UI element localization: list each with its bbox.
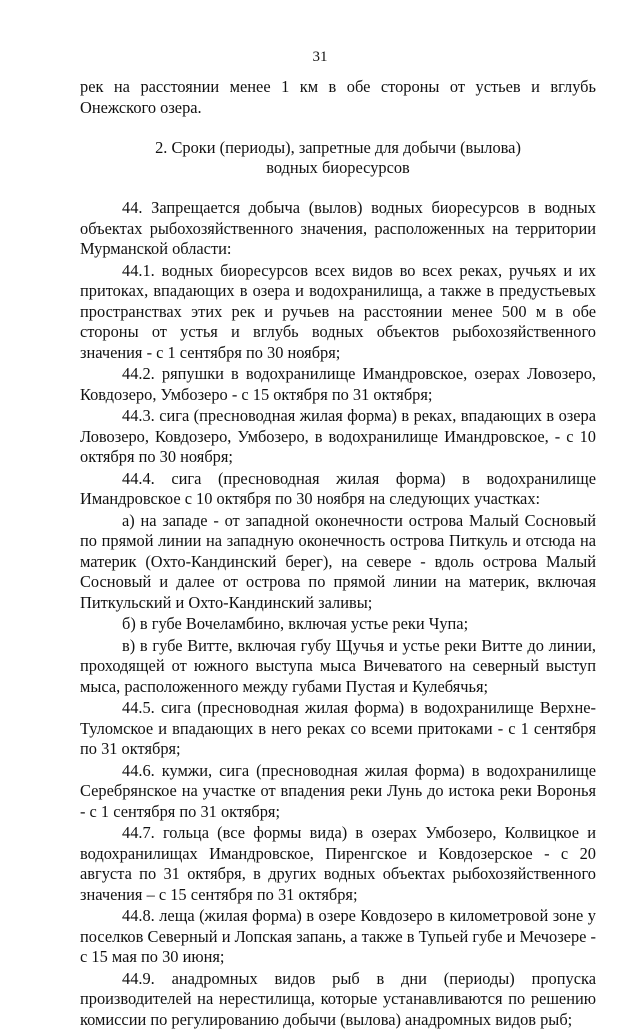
paragraph-44-4-a: а) на западе - от западной оконечности острова Малый Сосновый по прямой линии на западную оконечность острова Питкуль и отсюда на материк (Охто-Кандинский берег), на севере - вдоль острова Малый Сосновый и далее от острова по прямой линии на материк, включая Питкульский и Охто-Кандинский заливы; bbox=[80, 510, 596, 612]
paragraph-44-1: 44.1. водных биоресурсов всех видов во всех реках, ручьях и их притоках, впадающих в озера и водохранилища, а также в предустьевых пространствах этих рек и ручьев на расстоянии менее 500 м в обе стороны от устья и вглубь водных объектов рыбохозяйственного значения - с 1 сентября по 30 ноября; bbox=[80, 260, 596, 362]
section-heading bbox=[80, 138, 596, 178]
paragraph-44-8: 44.8. леща (жилая форма) в озере Ковдозеро в километровой зоне у поселков Северный и Лопская запань, а также в Тупьей губе и Мечозере - с 15 мая по 30 июня; bbox=[80, 906, 596, 966]
paragraph-44-4-b: б) в губе Вочеламбино, включая устье реки Чупа; bbox=[122, 614, 469, 633]
section-heading-line-1: 2. Сроки (периоды), запретные для добычи (вылова) bbox=[155, 138, 521, 157]
paragraph-44-2: 44.2. ряпушки в водохранилище Имандровское, озерах Ловозеро, Ковдозеро, Умбозеро - с 15 октября по 31 октября; bbox=[80, 364, 596, 404]
paragraph-44-4: 44.4. сига (пресноводная жилая форма) в водохранилище Имандровское с 10 октября по 30 ноября на следующих участках: bbox=[80, 468, 596, 508]
intro-paragraph: рек на расстоянии менее 1 км в обе стороны от устьев и вглубь Онежского озера. bbox=[80, 77, 596, 117]
document-body bbox=[80, 77, 596, 1031]
paragraph-44-4-v: в) в губе Витте, включая губу Щучья и устье реки Витте до линии, проходящей от южного выступа мыса Вичеватого на северный выступ мыса, расположенного между губами Пустая и Кулебячья; bbox=[80, 635, 596, 696]
paragraph-44-3: 44.3. сига (пресноводная жилая форма) в реках, впадающих в озера Ловозеро, Ковдозеро, Умбозеро, в водохранилище Имандровское, - с 10 октября по 30 ноября; bbox=[80, 406, 596, 466]
paragraph-44-6: 44.6. кумжи, сига (пресноводная жилая форма) в водохранилище Серебрянское на участке от впадения реки Лунь до истока реки Воронья - с 1 сентября по 31 октября; bbox=[80, 760, 596, 821]
section-heading-line-2: водных биоресурсов bbox=[266, 158, 410, 177]
paragraph-44: 44. Запрещается добыча (вылов) водных биоресурсов в водных объектах рыбохозяйственного значения, расположенных на территории Мурманской области: bbox=[80, 198, 596, 258]
paragraph-44-5: 44.5. сига (пресноводная жилая форма) в водохранилище Верхне-Туломское и впадающих в него реках со всеми притоками - с 1 сентября по 31 октября; bbox=[80, 698, 596, 758]
paragraph-44-7: 44.7. гольца (все формы вида) в озерах Умбозеро, Колвицкое и водохранилищах Имандровское, Пиренгское и Ковдозерское - с 20 августа по 31 октября, в других водных объектах рыбохозяйственного значения – с 15 сентября по 31 октября; bbox=[80, 823, 596, 904]
page-number: 31 bbox=[312, 49, 328, 65]
paragraph-44-9: 44.9. анадромных видов рыб в дни (периоды) пропуска производителей на нерестилища, которые устанавливаются по решению комиссии по регулированию добычи (вылова) анадромных видов рыб; bbox=[80, 968, 596, 1029]
